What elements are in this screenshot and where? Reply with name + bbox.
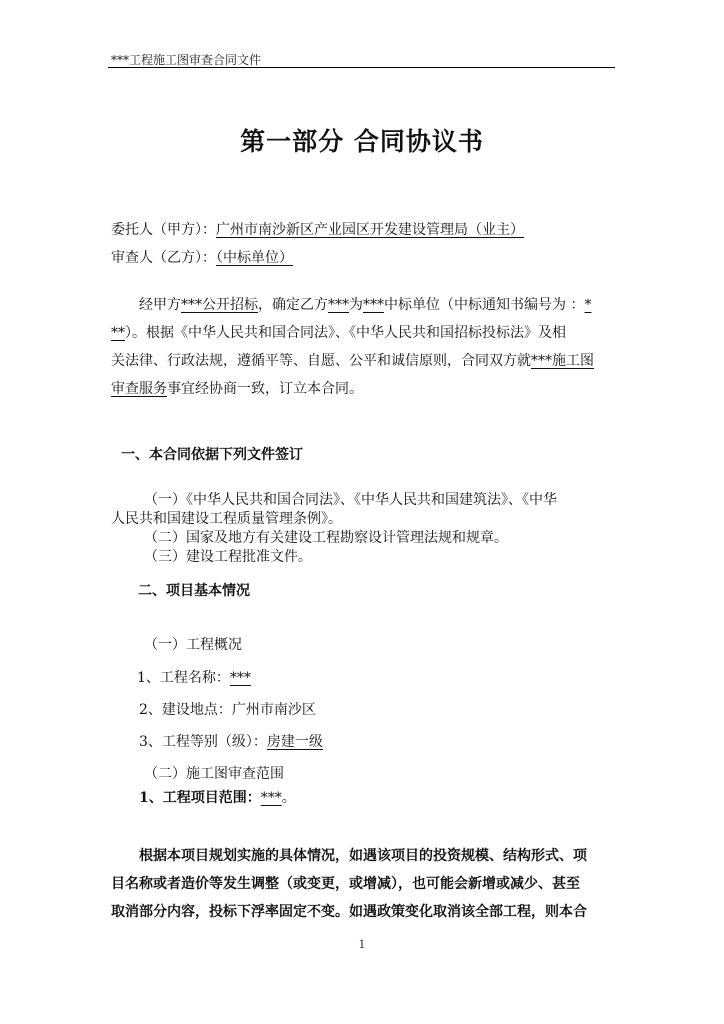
section-1-item-2: （二）国家及地方有关建设工程勘察设计管理法规和规章。 [144,530,508,546]
project-scope-label: 1、工程项目范围： [139,790,261,806]
project-name-value: *** [229,670,251,686]
intro-line-4 [111,378,363,398]
party-b-line [111,247,293,267]
party-a-label: 委托人（甲方）： [111,222,216,238]
intro-underlined: ***公开招标 [181,297,258,313]
project-grade-value: 房建一级 [266,734,323,750]
project-scope-line [139,787,296,807]
intro-underlined: *** [363,297,384,313]
section-2-sub-1: （一）工程概况 [144,637,242,653]
section-1-heading: 一、本合同依据下列文件签订 [121,447,303,463]
party-b-label: 审查人（乙方）： [111,250,216,266]
header-divider [108,67,615,68]
section-2-sub-2: （二）施工图审查范围 [144,766,284,782]
intro-text: 经甲方 [139,297,181,313]
closing-line-2: 目名称或者造价等发生调整（或变更，或增减），也可能会新增或减少、甚至 [111,876,580,892]
party-a-value: 广州市南沙新区产业园区开发建设管理局（业主） [216,222,524,238]
party-a-line [111,219,524,239]
intro-text: ，确定乙方 [258,297,328,313]
page-number: 1 [358,938,366,951]
document-header: ***工程施工图审查合同文件 [111,53,262,67]
page-title: 第一部分 合同协议书 [240,127,484,156]
intro-underlined: * [584,297,592,313]
intro-text: 事宜经协商一致，订立本合同。 [167,381,363,397]
project-location-line [139,699,316,719]
section-2-heading: 二、项目基本情况 [138,583,250,599]
section-1-item-1-line-2: 人民共和国建设工程质量管理条例》。 [111,511,342,527]
project-location-label: 2、建设地点： [139,702,232,718]
project-scope-value: *** [260,790,282,806]
project-name-label: 1、工程名称： [137,670,230,686]
intro-text: ）。根据《中华人民共和国合同法》、《中华人民共和国招标投标法》及相 [125,325,566,341]
closing-line-1: 根据本项目规划实施的具体情况，如遇该项目的投资规模、结构形式、项 [139,848,587,864]
project-grade-line [139,731,323,751]
intro-underlined: ** [111,325,125,341]
intro-text: 中标单位（中标通知书编号为 ： [384,297,585,313]
intro-line-1 [139,294,591,314]
intro-line-3 [111,350,594,370]
intro-underlined: ***施工图 [531,353,594,369]
intro-text: 为 [349,297,363,313]
section-1-item-3: （三）建设工程批准文件。 [144,549,312,565]
project-location-value: 广州市南沙区 [231,702,316,718]
party-b-value: （中标单位） [216,250,293,266]
project-scope-end: 。 [281,790,296,806]
closing-line-3: 取消部分内容，投标下浮率固定不变。如遇政策变化取消该全部工程，则本合 [111,904,587,920]
intro-line-2 [111,322,566,342]
intro-underlined: *** [328,297,349,313]
section-1-item-1-line-1: （一）《中华人民共和国合同法》、《中华人民共和国建筑法》、《中华 [144,492,557,508]
intro-text: 关法律、行政法规，遵循平等、自愿、公平和诚信原则，合同双方就 [111,353,531,369]
intro-underlined: 审查服务 [111,381,167,397]
project-grade-label: 3、工程等别（级）： [139,734,267,750]
project-name-line [137,667,251,687]
